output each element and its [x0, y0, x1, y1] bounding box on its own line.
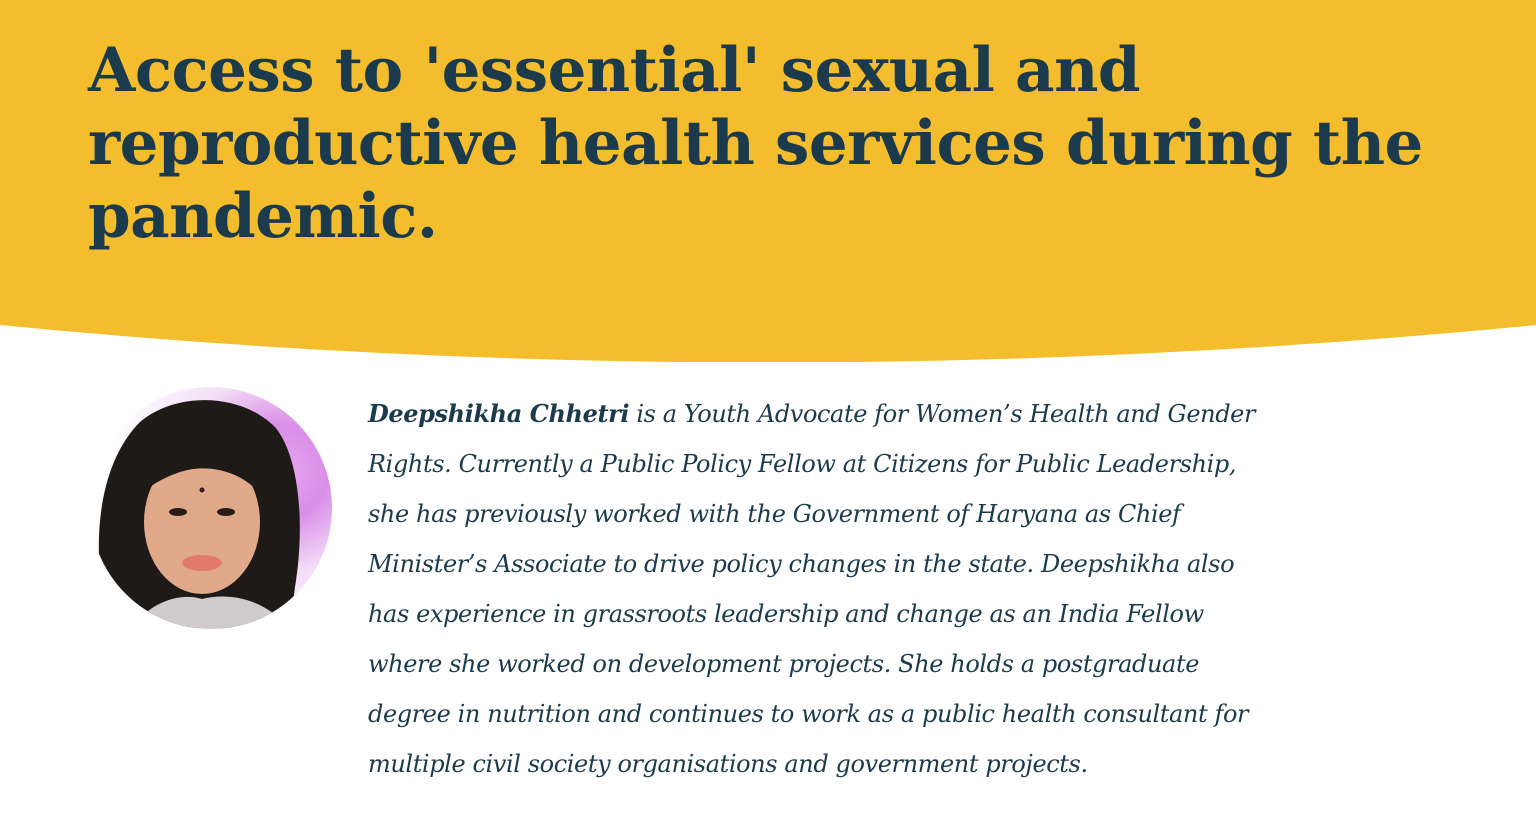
portrait-image	[90, 387, 332, 629]
bio-line: where she worked on development projects. She holds a postgraduate	[368, 650, 1200, 678]
header-banner	[0, 0, 1536, 362]
author-bio	[368, 389, 1468, 789]
bio-line: Rights. Currently a Public Policy Fellow at Citizens for Public Leadership,	[368, 450, 1237, 478]
bio-line: she has previously worked with the Government of Haryana as Chief	[368, 500, 1181, 528]
author-avatar	[90, 387, 332, 629]
bio-line: multiple civil society organisations and government projects.	[368, 750, 1088, 778]
bio-line: degree in nutrition and continues to work as a public health consultant for	[368, 700, 1249, 728]
bio-text: is a Youth Advocate for Women’s Health and Gender	[629, 400, 1256, 428]
title-line: pandemic.	[88, 181, 438, 252]
page-title	[88, 34, 1508, 253]
bio-line	[368, 389, 1468, 439]
bio-line: Minister’s Associate to drive policy changes in the state. Deepshikha also	[368, 550, 1235, 578]
author-name: Deepshikha Chhetri	[368, 399, 630, 428]
title-line: reproductive health services during the	[88, 108, 1423, 179]
bio-line: has experience in grassroots leadership and change as an India Fellow	[368, 600, 1204, 628]
title-line: Access to 'essential' sexual and	[88, 35, 1141, 106]
